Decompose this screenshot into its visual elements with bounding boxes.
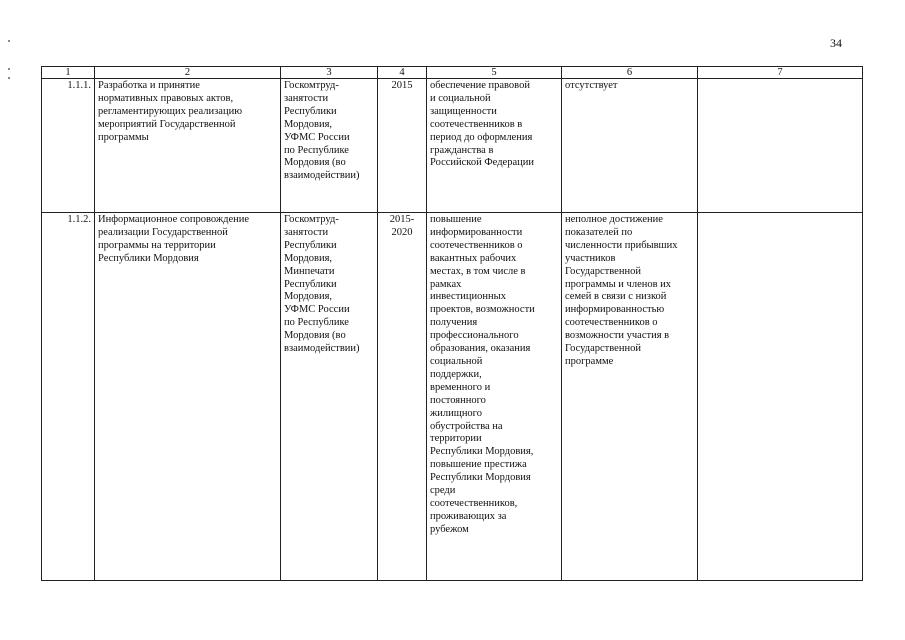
header-col-5: 5 [427, 67, 562, 79]
margin-mark [8, 77, 10, 79]
non-implementation-consequence: неполное достижение показателей по численности прибывших участников Государственной программы и членов их семей в связи с низкой информированностью соотечественников о возможности участия в Государственной программе [562, 213, 698, 581]
executor: Госкомтруд- занятости Республики Мордовия, Минпечати Республики Мордовия, УФМС России по Республике Мордовия (во взаимодействии) [281, 213, 378, 581]
measure-name: Разработка и принятие нормативных правовых актов, регламентирующих реализацию мероприятий Государственной программы [95, 79, 281, 213]
indicator-link [698, 213, 863, 581]
implementation-period: 2015 [378, 79, 427, 213]
page-number: 34 [830, 36, 842, 50]
expected-result: обеспечение правовой и социальной защищенности соотечественников в период до оформления гражданства в Российской Федерации [427, 79, 562, 213]
table-header-row [42, 67, 863, 79]
header-col-2: 2 [95, 67, 281, 79]
header-col-6: 6 [562, 67, 698, 79]
header-col-7: 7 [698, 67, 863, 79]
indicator-link [698, 79, 863, 213]
expected-result: повышение информированности соотечественников о вакантных рабочих местах, в том числе в рамках инвестиционных проектов, возможности получения профессионального образования, оказания социальной поддержки, временного и постоянного жилищного обустройства на территории Республики Мордовия, повышение престижа Республики Мордовия среди соотечественников, проживающих за рубежом [427, 213, 562, 581]
table-row [42, 213, 863, 581]
header-col-4: 4 [378, 67, 427, 79]
implementation-period: 2015- 2020 [378, 213, 427, 581]
margin-mark [8, 68, 10, 70]
header-col-3: 3 [281, 67, 378, 79]
item-number: 1.1.1. [42, 79, 95, 213]
item-number: 1.1.2. [42, 213, 95, 581]
measures-table [41, 66, 863, 581]
header-col-1: 1 [42, 67, 95, 79]
margin-mark [8, 40, 10, 42]
non-implementation-consequence: отсутствует [562, 79, 698, 213]
table-row [42, 79, 863, 213]
executor: Госкомтруд- занятости Республики Мордовия, УФМС России по Республике Мордовия (во взаимодействии) [281, 79, 378, 213]
measure-name: Информационное сопровождение реализации Государственной программы на территории Республики Мордовия [95, 213, 281, 581]
